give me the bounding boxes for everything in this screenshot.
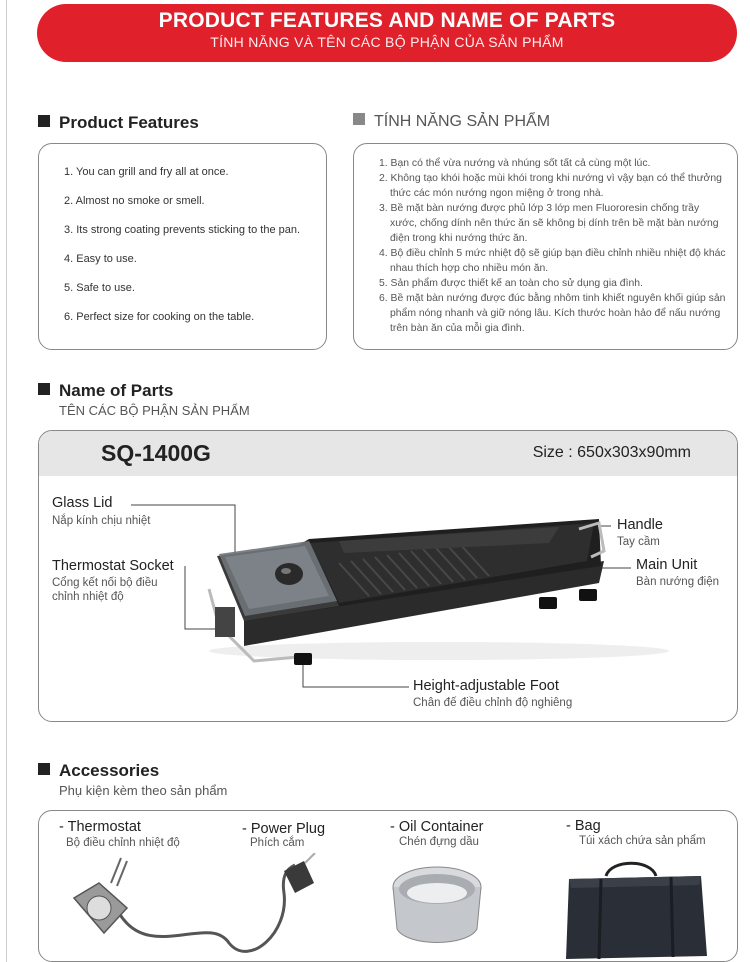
list-item: 5. Sản phẩm được thiết kế an toàn cho sử dụng gia đình. (379, 278, 643, 289)
list-item: 2. Almost no smoke or smell. (64, 195, 205, 207)
thermostat-label-vn: Bộ điều chỉnh nhiệt độ (66, 837, 180, 849)
header-banner (37, 4, 737, 62)
model-name: SQ-1400G (101, 440, 211, 466)
features-list-en (64, 166, 300, 340)
bag-label: - Bag (566, 818, 601, 834)
handle-label-vn: Tay cầm (617, 536, 660, 548)
oil-container-illustration (387, 859, 487, 959)
features-title-vn: TÍNH NĂNG SẢN PHẨM (353, 113, 550, 131)
glass-lid-label-vn: Nắp kính chịu nhiệt (52, 515, 151, 527)
oil-container-label-vn: Chén đựng dầu (399, 836, 479, 848)
thermostat-socket-label: Thermostat Socket (52, 558, 174, 574)
features-box-en (38, 143, 327, 350)
list-item: 3. Bề mặt bàn nướng được phủ lớp 3 lớp men Fluororesin chống trầy xước, chống dính nên thức ăn sẽ không bị dính trên bề mặt bàn nướng điện trong khi nướng thức ăn. (379, 203, 719, 244)
bag-label-vn: Túi xách chứa sản phẩm (579, 835, 706, 847)
parts-panel (38, 430, 738, 722)
header-subtitle: TÍNH NĂNG VÀ TÊN CÁC BỘ PHẬN CỦA SẢN PHẨM (210, 34, 564, 50)
size-label: Size : 650x303x90mm (532, 444, 691, 461)
list-item: 1. You can grill and fry all at once. (64, 166, 229, 178)
features-box-vn (353, 143, 738, 350)
bullet-square-icon (38, 763, 50, 775)
bullet-square-icon (353, 113, 365, 125)
list-item: 6. Perfect size for cooking on the table. (64, 311, 255, 323)
features-title-en: Product Features (38, 113, 199, 133)
list-item: 5. Safe to use. (64, 282, 135, 294)
bullet-square-icon (38, 383, 50, 395)
power-plug-label: - Power Plug (242, 821, 326, 837)
thermostat-socket-label-vn-1: Cổng kết nối bộ điều (52, 577, 158, 589)
parts-subtitle: TÊN CÁC BỘ PHẬN SẢN PHẨM (59, 403, 250, 418)
foot-label: Height-adjustable Foot (413, 678, 559, 694)
oil-container-label: - Oil Container (390, 819, 484, 835)
list-item: 4. Bộ điều chỉnh 5 mức nhiệt độ sẽ giúp bạn điều chỉnh nhiều nhiệt độ khác nhau thích hợp cho nhiều món ăn. (379, 248, 726, 274)
list-item: 3. Its strong coating prevents sticking to the pan. (64, 224, 301, 236)
page-edge-line (6, 0, 7, 962)
list-item: 1. Bạn có thể vừa nướng và nhúng sốt tất cả cùng một lúc. (379, 158, 651, 169)
thermostat-socket-label-vn-2: chỉnh nhiệt độ (52, 591, 124, 603)
parts-title: Name of Parts (38, 381, 173, 401)
header-title: PRODUCT FEATURES AND NAME OF PARTS (158, 9, 616, 32)
glass-lid-label: Glass Lid (52, 495, 113, 511)
power-plug-label-vn: Phích cắm (250, 837, 305, 849)
thermostat-label: - Thermostat (59, 819, 141, 835)
main-unit-label-vn: Bàn nướng điện (636, 576, 720, 588)
accessories-subtitle: Phụ kiện kèm theo sản phẩm (59, 783, 228, 798)
list-item: 2. Không tạo khói hoặc mùi khói trong khi nướng vì vậy bạn có thể thưởng thức các món nướng ngon miệng ở trong nhà. (379, 173, 722, 199)
thermostat-plug-illustration (59, 853, 359, 962)
list-item: 4. Easy to use. (64, 253, 137, 265)
bullet-square-icon (38, 115, 50, 127)
features-list-vn (379, 156, 729, 336)
accessories-title: Accessories (38, 761, 159, 781)
accessories-panel (38, 810, 738, 962)
handle-label: Handle (617, 517, 663, 533)
list-item: 6. Bề mặt bàn nướng được đúc bằng nhôm tinh khiết nguyên khối giúp sản phẩm nóng nhanh và giữ nóng lâu. Kích thước hoàn hảo để nấu nướng trên bàn ăn của mỗi gia đình. (379, 293, 726, 334)
foot-label-vn: Chân đế điều chỉnh độ nghiêng (413, 697, 573, 709)
bag-illustration (561, 861, 711, 961)
main-unit-label: Main Unit (636, 557, 698, 573)
